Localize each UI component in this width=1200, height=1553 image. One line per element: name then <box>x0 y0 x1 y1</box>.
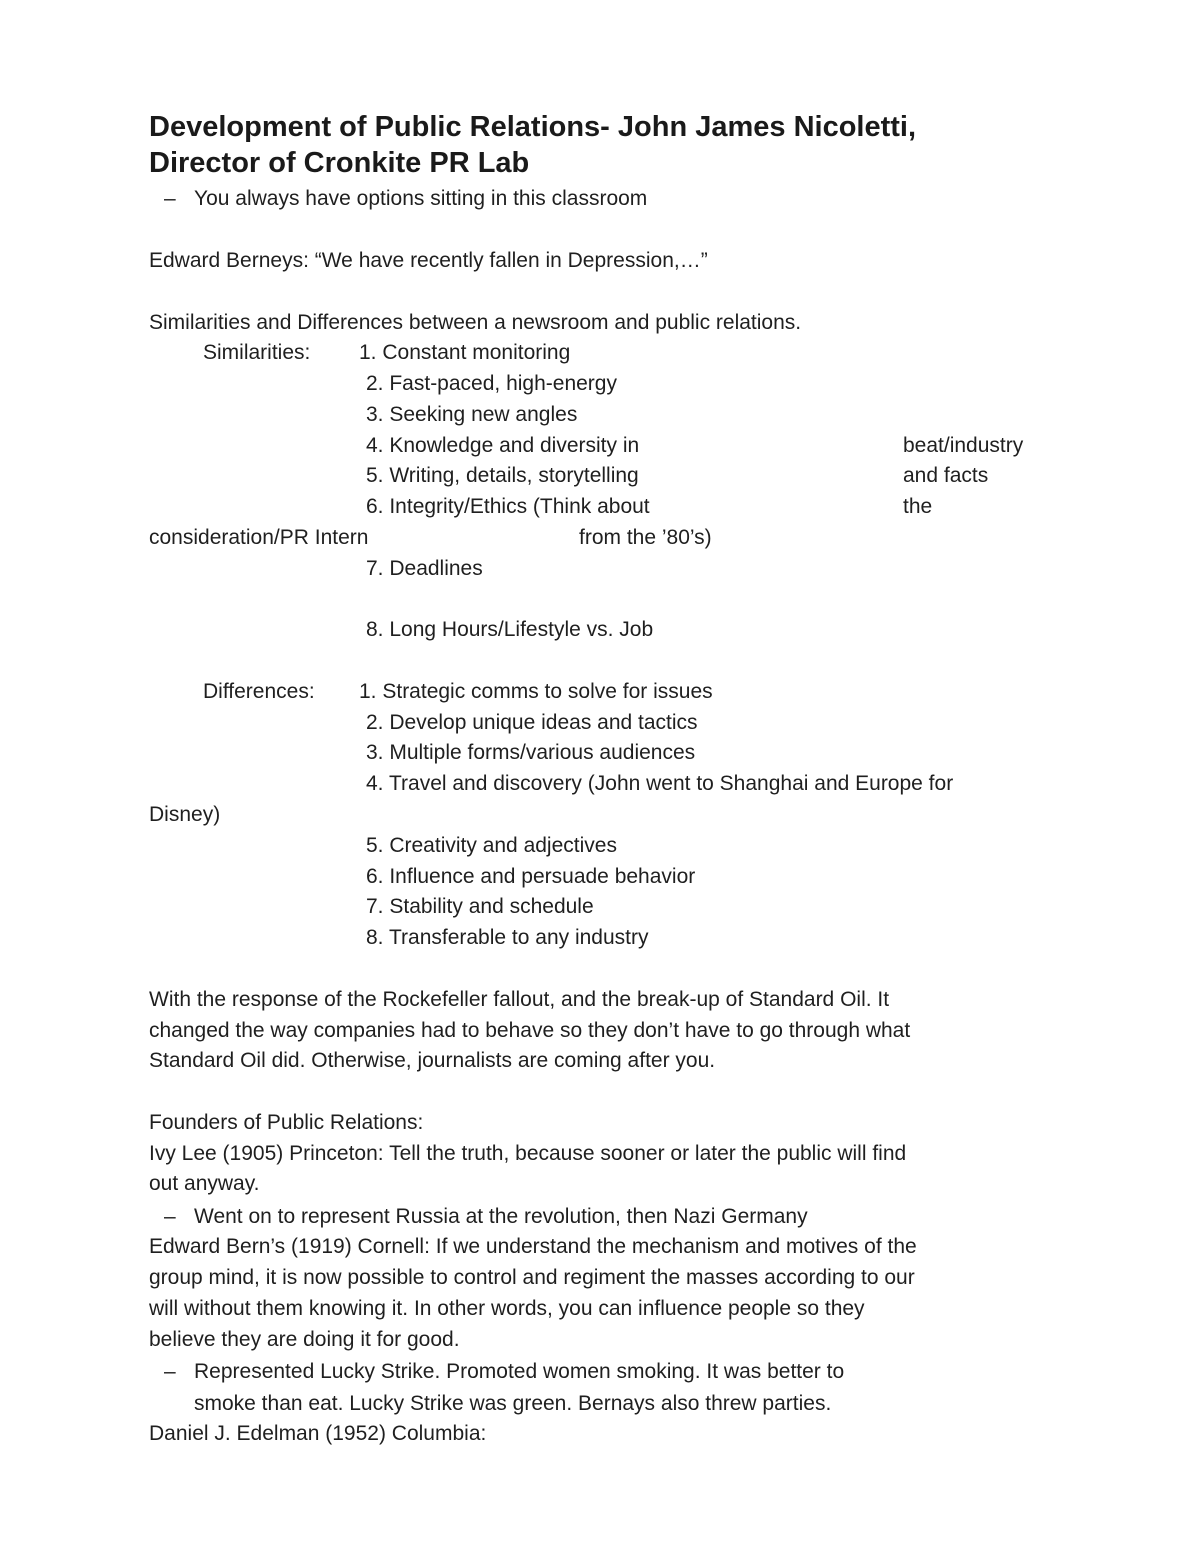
document-title-line-1: Development of Public Relations- John James Nicoletti, <box>149 111 917 143</box>
similarities-item-tail: and facts <box>903 464 989 487</box>
differences-item: 3. Multiple forms/various audiences <box>366 741 696 764</box>
differences-item-continuation: Disney) <box>149 803 221 826</box>
similarities-item: 5. Writing, details, storytelling <box>366 464 639 487</box>
bernays-line: group mind, it is now possible to control and regiment the masses according to our <box>149 1266 915 1289</box>
ivy-lee-bullet-text: Went on to represent Russia at the revolution, then Nazi Germany <box>194 1205 808 1228</box>
rockefeller-paragraph-line: Standard Oil did. Otherwise, journalists are coming after you. <box>149 1049 716 1072</box>
similarities-item: 3. Seeking new angles <box>366 403 578 426</box>
rockefeller-paragraph-line: With the response of the Rockefeller fallout, and the break-up of Standard Oil. It <box>149 988 890 1011</box>
similarities-differences-heading: Similarities and Differences between a newsroom and public relations. <box>149 311 802 334</box>
similarities-item: 1. Constant monitoring <box>359 341 571 364</box>
document-title-line-2: Director of Cronkite PR Lab <box>149 147 530 179</box>
dash-marker: – <box>164 1360 176 1383</box>
similarities-item: 2. Fast-paced, high-energy <box>366 372 617 395</box>
intro-bullet <box>164 184 647 214</box>
bernays-bullet-text: Represented Lucky Strike. Promoted women smoking. It was better to <box>194 1360 845 1383</box>
differences-item: 7. Stability and schedule <box>366 895 594 918</box>
differences-item: 2. Develop unique ideas and tactics <box>366 711 698 734</box>
intro-bullet-text: You always have options sitting in this classroom <box>194 187 648 210</box>
dash-marker: – <box>164 1205 176 1228</box>
bernays-bullet <box>164 1357 844 1387</box>
differences-item: 1. Strategic comms to solve for issues <box>359 680 713 703</box>
berneys-quote: Edward Berneys: “We have recently fallen in Depression,…” <box>149 249 708 272</box>
similarities-item: 4. Knowledge and diversity in <box>366 434 640 457</box>
differences-label: Differences: <box>203 680 315 703</box>
bernays-line: believe they are doing it for good. <box>149 1328 460 1351</box>
similarities-item-tail: beat/industry <box>903 434 1024 457</box>
founders-heading: Founders of Public Relations: <box>149 1111 424 1134</box>
ivy-lee-line: Ivy Lee (1905) Princeton: Tell the truth, because sooner or later the public will find <box>149 1142 907 1165</box>
bernays-bullet-continuation: smoke than eat. Lucky Strike was green. Bernays also threw parties. <box>194 1392 832 1415</box>
differences-item: 6. Influence and persuade behavior <box>366 865 696 888</box>
similarities-item: 8. Long Hours/Lifestyle vs. Job <box>366 618 654 641</box>
differences-item: 5. Creativity and adjectives <box>366 834 617 857</box>
similarities-item-continuation: from the ’80’s) <box>579 526 712 549</box>
differences-item: 4. Travel and discovery (John went to Shanghai and Europe for <box>366 772 954 795</box>
ivy-lee-line: out anyway. <box>149 1172 260 1195</box>
similarities-item: 6. Integrity/Ethics (Think about <box>366 495 650 518</box>
dash-marker: – <box>164 187 176 210</box>
similarities-label: Similarities: <box>203 341 311 364</box>
rockefeller-paragraph-line: changed the way companies had to behave so they don’t have to go through what <box>149 1019 911 1042</box>
differences-item: 8. Transferable to any industry <box>366 926 649 949</box>
similarities-item-continuation: consideration/PR Intern <box>149 526 369 549</box>
edelman-line: Daniel J. Edelman (1952) Columbia: <box>149 1422 487 1445</box>
similarities-item: 7. Deadlines <box>366 557 483 580</box>
similarities-item-tail: the <box>903 495 933 518</box>
bernays-line: Edward Bern’s (1919) Cornell: If we understand the mechanism and motives of the <box>149 1235 917 1258</box>
ivy-lee-bullet <box>164 1202 808 1232</box>
bernays-line: will without them knowing it. In other words, you can influence people so they <box>149 1297 865 1320</box>
